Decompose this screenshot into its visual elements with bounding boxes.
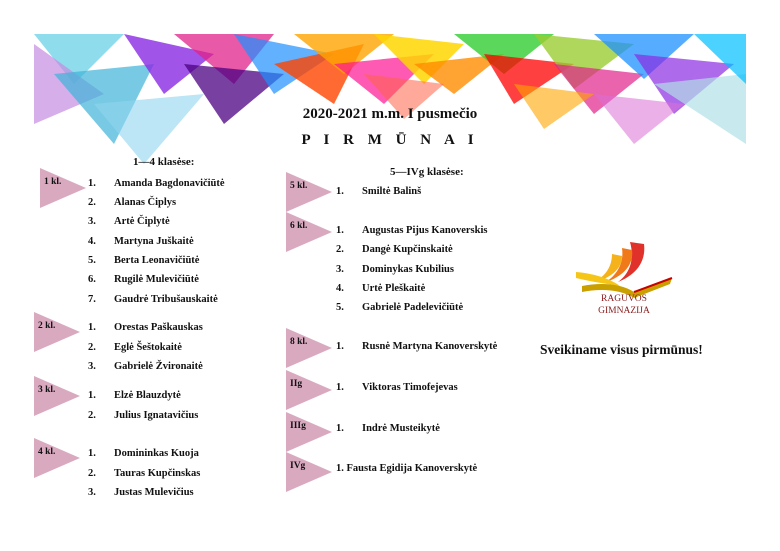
left-section-heading: 1—4 klasėse:: [133, 156, 195, 168]
class-marker: [34, 376, 80, 416]
class-marker: [286, 412, 332, 452]
class-marker: [286, 452, 332, 492]
class-label: 2 kl.: [38, 321, 56, 331]
logo-text: [572, 293, 676, 317]
class-marker: [286, 172, 332, 212]
class-label: 6 kl.: [290, 221, 308, 231]
logo-line-2: GIMNAZIJA: [598, 306, 650, 316]
logo-line-1: RAGUVOS: [601, 294, 647, 304]
class-label: 3 kl.: [38, 385, 56, 395]
class-marker: [286, 328, 332, 368]
document-subtitle: P I R M Ū N A I: [301, 132, 479, 148]
document-title: 2020-2021 m.m. I pusmečio: [302, 106, 478, 122]
class-marker: [34, 312, 80, 352]
class-marker: [286, 212, 332, 252]
greeting-text: Sveikiname visus pirmūnus!: [540, 342, 703, 357]
class-label: IIIg: [290, 421, 306, 431]
class-label: 1 kl.: [44, 177, 62, 187]
class-label: IIg: [290, 379, 303, 389]
class-label: 4 kl.: [38, 447, 56, 457]
class-marker: [34, 438, 80, 478]
class-label: 8 kl.: [290, 337, 308, 347]
class-marker: [286, 370, 332, 410]
class-marker: [40, 168, 86, 208]
class-label: 5 kl.: [290, 181, 308, 191]
right-section-heading: 5—IVg klasėse:: [390, 166, 464, 178]
class-label: IVg: [290, 461, 306, 471]
